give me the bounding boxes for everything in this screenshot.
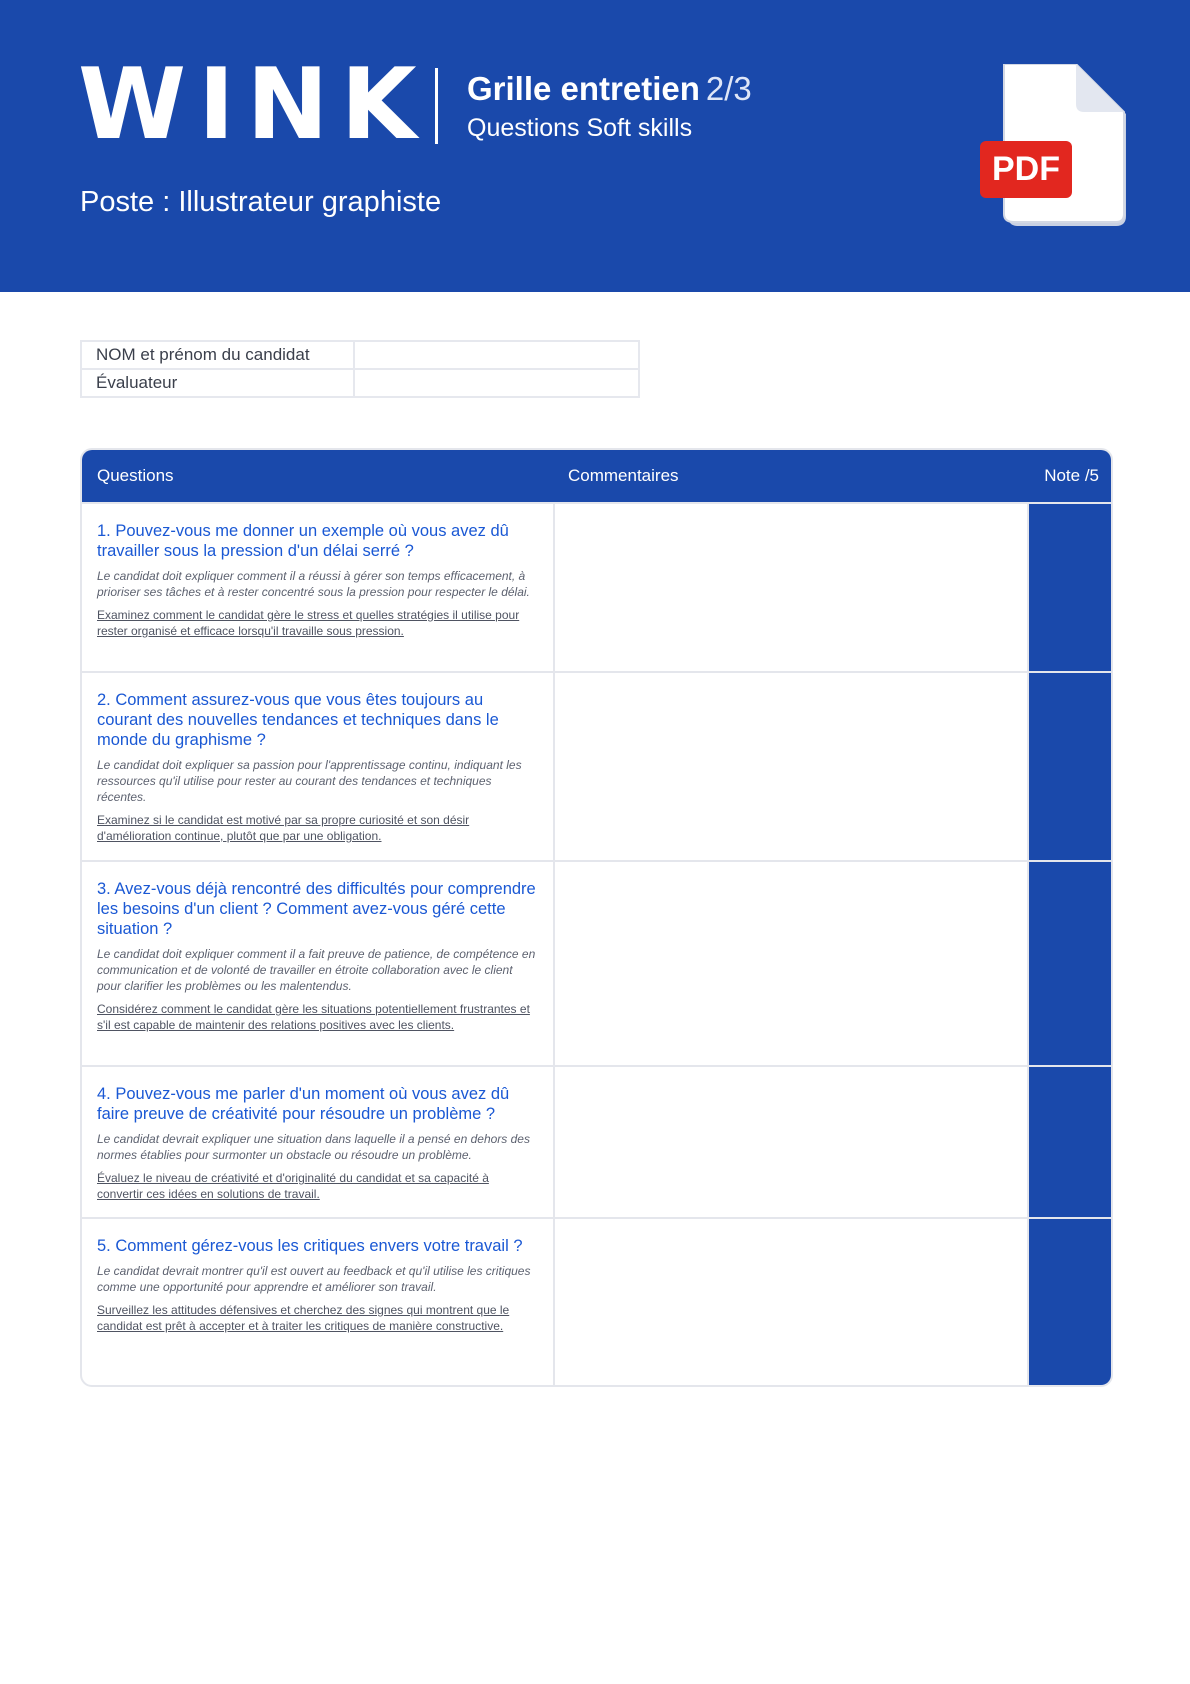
question-row — [82, 502, 1111, 671]
comment-cell[interactable] — [555, 1067, 1029, 1217]
question-cell — [82, 504, 555, 671]
score-cell[interactable] — [1029, 673, 1111, 860]
pdf-badge: PDF — [980, 141, 1072, 198]
expected-answer: Le candidat devrait expliquer une situation dans laquelle il a pensé en dehors des normes établies pour surmonter un obstacle ou résoudre un problème. — [97, 1132, 530, 1162]
page-indicator: 2/3 — [705, 70, 752, 107]
document-subtitle: Questions Soft skills — [467, 114, 693, 142]
wink-logo: WINK — [78, 48, 429, 162]
header-score: Note /5 — [1044, 466, 1099, 485]
question-text: 1. Pouvez-vous me donner un exemple où vous avez dû travailler sous la pression d'un délai serré ? — [97, 522, 509, 560]
comment-cell[interactable] — [555, 1219, 1029, 1385]
comment-cell[interactable] — [555, 862, 1029, 1065]
evaluator-advice: Examinez comment le candidat gère le stress et quelles stratégies il utilise pour rester organisé et efficace lorsqu'il travaille sous pression. — [97, 608, 520, 638]
question-cell — [82, 1219, 555, 1385]
question-text: 5. Comment gérez-vous les critiques envers votre travail ? — [97, 1237, 523, 1255]
evaluator-advice: Évaluez le niveau de créativité et d'originalité du candidat et sa capacité à convertir ces idées en solutions de travail. — [97, 1171, 489, 1201]
question-cell — [82, 673, 555, 860]
evaluator-field[interactable] — [354, 369, 639, 397]
evaluator-advice: Considérez comment le candidat gère les situations potentiellement frustrantes et s'il est capable de maintenir des relations positives avec les clients. — [97, 1002, 530, 1032]
comment-cell[interactable] — [555, 673, 1029, 860]
evaluator-advice: Surveillez les attitudes défensives et cherchez des signes qui montrent que le candidat est prêt à accepter et à traiter les critiques de manière constructive. — [97, 1303, 510, 1333]
score-cell[interactable] — [1029, 1067, 1111, 1217]
questions-table — [80, 448, 1113, 1387]
document-title-text: Grille entretien — [467, 70, 700, 107]
candidate-name-field[interactable] — [354, 341, 639, 369]
question-row — [82, 1065, 1111, 1217]
expected-answer: Le candidat devrait montrer qu'il est ouvert au feedback et qu'il utilise les critiques comme une opportunité pour apprendre et améliorer son travail. — [97, 1264, 531, 1294]
comment-cell[interactable] — [555, 504, 1029, 671]
evaluator-label: Évaluateur — [81, 369, 354, 397]
score-cell[interactable] — [1029, 504, 1111, 671]
question-cell — [82, 862, 555, 1065]
job-position: Poste : Illustrateur graphiste — [80, 186, 442, 218]
question-row — [82, 860, 1111, 1065]
candidate-info-table — [80, 340, 640, 398]
evaluator-row — [81, 369, 639, 397]
candidate-name-row — [81, 341, 639, 369]
expected-answer: Le candidat doit expliquer sa passion pour l'apprentissage continu, indiquant les ressources qu'il utilise pour rester au courant des tendances et techniques récentes. — [97, 758, 522, 804]
document-title — [467, 70, 752, 108]
question-text: 2. Comment assurez-vous que vous êtes toujours au courant des nouvelles tendances et techniques dans le monde du graphisme ? — [97, 691, 499, 749]
score-cell[interactable] — [1029, 862, 1111, 1065]
header-comments: Commentaires — [568, 466, 679, 485]
question-cell — [82, 1067, 555, 1217]
evaluator-advice: Examinez si le candidat est motivé par sa propre curiosité et son désir d'amélioration continue, plutôt que par une obligation. — [97, 813, 470, 843]
question-text: 3. Avez-vous déjà rencontré des difficultés pour comprendre les besoins d'un client ? Comment avez-vous géré cette situation ? — [97, 880, 536, 938]
question-row — [82, 1217, 1111, 1385]
logo-divider — [435, 68, 438, 144]
expected-answer: Le candidat doit expliquer comment il a réussi à gérer son temps efficacement, à prioriser ses tâches et à rester concentré sous la pression pour respecter le délai. — [97, 569, 530, 599]
score-cell[interactable] — [1029, 1219, 1111, 1385]
questions-table-header — [82, 450, 1111, 502]
expected-answer: Le candidat doit expliquer comment il a fait preuve de patience, de compétence en communication et de volonté de travailler en étroite collaboration avec le client pour clarifier les problèmes ou les malentendus. — [97, 947, 536, 993]
candidate-name-label: NOM et prénom du candidat — [81, 341, 354, 369]
header-banner — [0, 0, 1190, 292]
question-text: 4. Pouvez-vous me parler d'un moment où vous avez dû faire preuve de créativité pour résoudre un problème ? — [97, 1085, 510, 1123]
question-row — [82, 671, 1111, 860]
header-questions: Questions — [97, 466, 174, 485]
